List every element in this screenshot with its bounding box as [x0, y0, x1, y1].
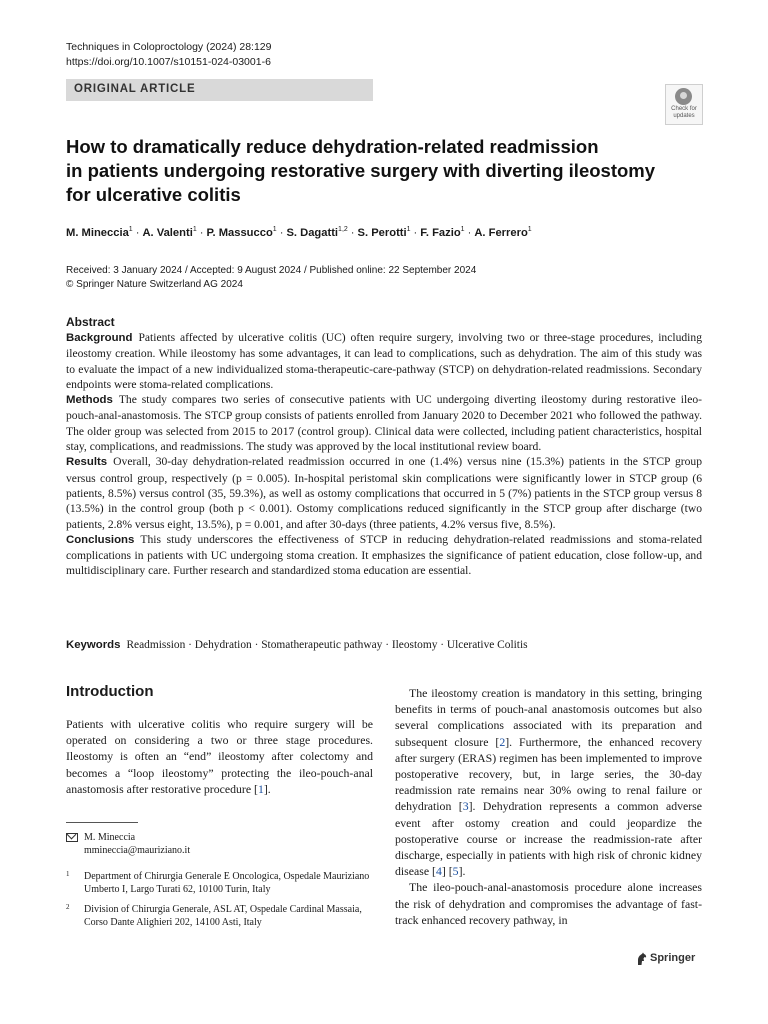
- journal-citation: Techniques in Coloproctology (2024) 28:129: [66, 41, 272, 53]
- author-affiliation-mark: 1: [272, 226, 277, 233]
- corresponding-author-email[interactable]: mmineccia@mauriziano.it: [84, 845, 191, 856]
- affiliation-number: 2: [66, 903, 70, 911]
- citation-link[interactable]: 1: [257, 781, 264, 796]
- author-affiliation-mark: 1: [192, 226, 197, 233]
- left-column: [66, 716, 373, 797]
- publisher-name: Springer: [650, 952, 696, 964]
- author-name[interactable]: S. Dagatti: [286, 227, 339, 239]
- author-affiliation-mark: 1: [460, 226, 465, 233]
- abstract-methods-text: The study compares two series of consecutive patients with UC undergoing diverting ileostomy during restorative ileo-pouch-anal-anastomosis. The STCP group consists of patients enrolled from January 2020 to December 2021 who followed the pathway. The older group was selected from 2015 to 2017 (control group). Clinical data were collected, including patient characteristics, hospital stay, complications, and readmissions. The study was approved by the local institutional review board.: [66, 393, 702, 454]
- author-name[interactable]: M. Mineccia: [66, 227, 129, 239]
- author-affiliation-mark: 1: [406, 226, 411, 233]
- author-name[interactable]: P. Massucco: [206, 227, 273, 239]
- abstract-conclusions: [66, 532, 702, 579]
- intro-paragraph-1: Patients with ulcerative colitis who require surgery will be operated on considering a two or three stage procedures. Ileostomy is often an “end” ileostomy after colectomy and becomes a “loop ileostomy” protecting the ileo-pouch-anal anastomosis after restorative procedure [1].: [66, 717, 373, 796]
- citation-link[interactable]: 5: [452, 864, 459, 879]
- author-affiliation-mark: 1,2: [338, 226, 348, 233]
- title-line-3: for ulcerative colitis: [66, 184, 241, 205]
- abstract-conclusions-text: This study underscores the effectiveness of STCP in reducing dehydration-related readmissions and stoma-related complications in patients with UC undergoing stoma creation. It emphasizes the significance of patient education, close follow-up, and multidisciplinary care. Further research and standardized stoma education are essential.: [66, 532, 702, 578]
- abstract-results-text: Overall, 30-day dehydration-related readmission occurred in one (1.4%) versus nine (15.3%) patients in the STCP group versus control group, respectively (p = 0.005). In-hospital peristomal skin complications were significantly lower in STCP group (6 patients, 8.5%) versus control (35, 59.3%), as well as ostomy complications that occurred in 5 (7%) patients in the STCP group versus 8 (13.5%) in the control group (both p < 0.001). Ostomy complications reduced significantly in the STCP group after discharge (two patients, 2.8% versus eight, 13.5%), p = 0.001, and after 30-days (three patients, 4.2% versus five, 8.5%).: [66, 455, 702, 531]
- correspondence-block: [66, 831, 373, 857]
- abstract-background-text: Patients affected by ulcerative colitis (UC) often require surgery, involving two or three-stage procedures, including ileostomy creation. While ileostomy has some advantages, it can lead to complications, such as dehydration. The aim of this study was to evaluate the impact of a new individualized stoma-therapeutic-care-pathway (STCP) on dehydration-related readmissions. Secondary endpoints were stoma-related complications.: [66, 331, 702, 391]
- introduction-heading: Introduction: [66, 683, 154, 700]
- footnote-divider: [66, 822, 138, 823]
- author-name[interactable]: A. Valenti: [142, 227, 193, 239]
- abstract-conclusions-label: Conclusions: [66, 533, 135, 546]
- author-list: [66, 226, 532, 240]
- check-for-updates-badge[interactable]: [665, 84, 703, 125]
- intro-paragraph-3: The ileo-pouch-anal-anastomosis procedure alone increases the risk of dehydration and compromises the advantage of fast-track enhanced recovery pathway, in: [395, 880, 702, 927]
- journal-header: [66, 40, 271, 70]
- article-type-banner: [66, 79, 373, 101]
- publication-history: Received: 3 January 2024 / Accepted: 9 August 2024 / Published online: 22 September 2024: [66, 265, 477, 276]
- citation-link[interactable]: 4: [435, 864, 442, 879]
- affiliation-number: 1: [66, 870, 70, 878]
- keywords-label: Keywords: [66, 639, 121, 651]
- author-name[interactable]: S. Perotti: [357, 227, 407, 239]
- author-separator: ·: [199, 227, 204, 239]
- author-separator: ·: [413, 227, 418, 239]
- author-separator: ·: [467, 227, 472, 239]
- title-line-1: How to dramatically reduce dehydration-related readmission: [66, 136, 599, 157]
- abstract-section: [66, 315, 702, 579]
- affiliation-1: [66, 870, 373, 896]
- abstract-background: [66, 330, 702, 392]
- doi-link[interactable]: https://doi.org/10.1007/s10151-024-03001-6: [66, 56, 271, 68]
- article-title: [66, 135, 666, 207]
- abstract-results: [66, 454, 702, 531]
- author-separator: ·: [350, 227, 355, 239]
- abstract-heading: Abstract: [66, 315, 115, 329]
- intro-paragraph-2: The ileostomy creation is mandatory in this setting, bringing benefits in terms of pouch-anal anastomosis outcomes but also several complications associated with its preparation and subsequent closure [2]. Furthermore, the enhanced recovery after surgery (ERAS) regimen has been implemented to improve postoperative recovery, but, in large series, the 30-day readmission rate remains near 30% owing to renal failure or dehydration [3]. Dehydration represents a common adverse event after ostomy creation and could jeopardize the postoperative course or increase the readmission-rate after discharge, especially in patients with high risk of chronic kidney disease [4] [5].: [395, 686, 702, 879]
- author-separator: ·: [135, 227, 140, 239]
- keywords-line: [66, 638, 702, 653]
- right-column: [395, 685, 702, 928]
- crossmark-icon: [675, 88, 692, 105]
- corresponding-author-name: M. Mineccia: [84, 832, 136, 843]
- title-line-2: in patients undergoing restorative surgery with diverting ileostomy: [66, 160, 656, 181]
- abstract-results-label: Results: [66, 456, 108, 469]
- affiliation-text: Department of Chirurgia Generale E Oncologica, Ospedale Mauriziano Umberto I, Largo Turati 62, 10100 Turin, Italy: [84, 871, 370, 895]
- springer-horse-icon: [636, 952, 647, 966]
- abstract-methods: [66, 392, 702, 454]
- citation-link[interactable]: 2: [499, 734, 506, 749]
- author-separator: ·: [279, 227, 284, 239]
- citation-link[interactable]: 3: [462, 799, 469, 814]
- crossmark-text: Check for updates: [671, 106, 697, 119]
- publication-dates: [66, 264, 476, 292]
- author-affiliation-mark: 1: [527, 226, 532, 233]
- copyright-line: © Springer Nature Switzerland AG 2024: [66, 279, 243, 290]
- author-name[interactable]: F. Fazio: [420, 227, 461, 239]
- affiliation-text: Division of Chirurgia Generale, ASL AT, Ospedale Cardinal Massaia, Corso Dante Alighieri 202, 14100 Asti, Italy: [84, 904, 362, 928]
- article-type-label: ORIGINAL ARTICLE: [74, 83, 196, 95]
- abstract-background-label: Background: [66, 332, 133, 344]
- author-affiliation-mark: 1: [128, 226, 133, 233]
- affiliation-2: [66, 903, 373, 929]
- envelope-icon: [66, 833, 78, 842]
- keywords-text: Readmission · Dehydration · Stomatherapeutic pathway · Ileostomy · Ulcerative Colitis: [126, 639, 528, 651]
- abstract-methods-label: Methods: [66, 394, 113, 407]
- author-name[interactable]: A. Ferrero: [474, 227, 528, 239]
